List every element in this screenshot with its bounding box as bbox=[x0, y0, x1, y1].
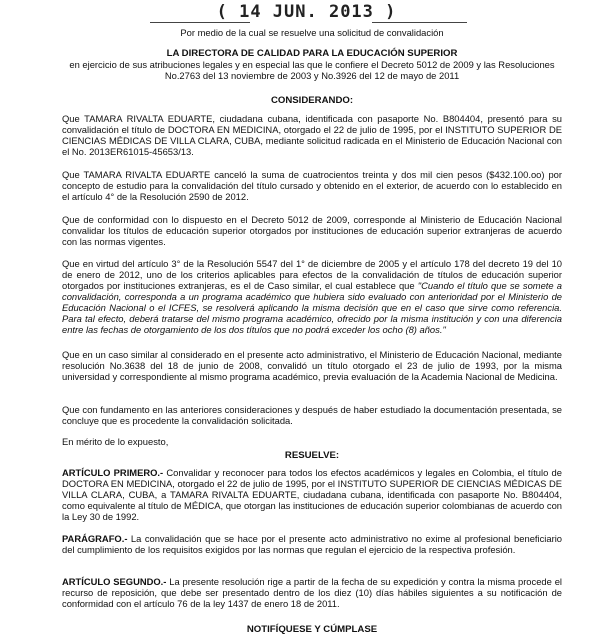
paragraph-4-quote: "Cuando el título que se somete a convalidación, corresponda a un programa académico que hubiera sido evaluado con anterioridad por el Ministerio de Educación Nacional o el ICFES, se resolverá aplicando la misma decisión que en el caso que sirve como referencia. Para tal efecto, deberá tratarse del mismo programa académico, ofrecido por la misma institución y con una diferencia entre las fechas de otorgamiento de los dos títulos que no podrá exceder los ocho (8) años." bbox=[62, 280, 562, 335]
resuelve-heading: RESUELVE: bbox=[284, 450, 340, 461]
article-first bbox=[62, 467, 562, 522]
article-second-text: La presente resolución rige a partir de la fecha de su expedición y contra la misma procede el recurso de reposición, que debe ser presentado dentro de los diez (10) días hábiles siguientes a su notificación de conformidad con el artículo 76 de la ley 1437 de enero 18 de 2011. bbox=[62, 576, 562, 609]
paragrafo bbox=[62, 533, 562, 555]
considerando-paragraph-7: En mérito de lo expuesto, bbox=[62, 436, 169, 447]
considerando-paragraph-6: Que con fundamento en las anteriores consideraciones y después de haber estudiado la documentación presentada, se concluye que es procedente la convalidación solicitada. bbox=[62, 404, 562, 426]
resolution-subject: Por medio de la cual se resuelve una solicitud de convalidación bbox=[180, 27, 444, 38]
paragrafo-label: PARÁGRAFO.- bbox=[62, 533, 128, 544]
considerando-paragraph-5: Que en un caso similar al considerado en el presente acto administrativo, el Ministerio de Educación Nacional, mediante resolución No.3638 del 18 de junio de 2008, convalidó un título otorgado el 23 de julio de 1993, por la misma universidad y correspondiente al mismo programa académico, previa evaluación de la Academia Nacional de Medicina. bbox=[62, 349, 562, 382]
considerando-paragraph-4 bbox=[62, 258, 562, 335]
considerando-paragraph-1: Que TAMARA RIVALTA EDUARTE, ciudadana cubana, identificada con pasaporte No. B804404, presentó para su convalidación el título de DOCTORA EN MEDICINA, otorgado el 22 de julio de 1995, por el INSTITUTO SUPERIOR DE CIENCIAS MÉDICAS DE VILLA CLARA, CUBA, mediante solicitud radicada en el Ministerio de Educación Nacional con el No. 2013ER61015-45653/13. bbox=[62, 113, 562, 157]
date-stamp: ( 14 JUN. 2013 ) bbox=[216, 2, 397, 22]
considerando-paragraph-2: Que TAMARA RIVALTA EDUARTE canceló la suma de cuatrocientos treinta y dos mil cien pesos ($432.100.oo) por concepto de estudio para la convalidación del título cursado y obtenido en el exterior, de acuerdo con lo establecido en el artículo 4° de la Resolución 2590 de 2012. bbox=[62, 169, 562, 202]
considerando-heading: CONSIDERANDO: bbox=[270, 95, 354, 106]
authority-title: LA DIRECTORA DE CALIDAD PARA LA EDUCACIÓN SUPERIOR bbox=[166, 48, 458, 59]
authority-basis: en ejercicio de sus atribuciones legales y en especial las que le confiere el Decreto 5012 de 2009 y las Resoluciones No.2763 del 13 noviembre de 2003 y No.3926 del 12 de mayo de 2011 bbox=[69, 59, 555, 81]
header-rule-left bbox=[150, 22, 250, 23]
article-first-text: Convalidar y reconocer para todos los efectos académicos y legales en Colombia, el título de DOCTORA EN MEDICINA, otorgado el 22 de julio de 1995, por el INSTITUTO SUPERIOR DE CIENCIAS MÉDICAS DE VILLA CLARA, CUBA, a TAMARA RIVALTA EDUARTE, ciudadana cubana, identificada con pasaporte No. B804404, como equivalente al título de MÉDICA, que otorgan las instituciones de educación superior colombianas de acuerdo con la Ley 30 de 1992. bbox=[62, 467, 562, 522]
considerando-paragraph-3: Que de conformidad con lo dispuesto en el Decreto 5012 de 2009, corresponde al Ministerio de Educación Nacional convalidar los títulos de educación superior otorgados por instituciones de educación superior extranjeras de acuerdo con las normas vigentes. bbox=[62, 214, 562, 247]
paragrafo-text: La convalidación que se hace por el presente acto administrativo no exime al profesional beneficiario del cumplimiento de los requisitos exigidos por las normas que regulan el ejercicio de la respectiva profesión. bbox=[62, 533, 562, 555]
article-second-label: ARTÍCULO SEGUNDO.- bbox=[62, 576, 167, 587]
article-second bbox=[62, 576, 562, 609]
closing-statement: NOTIFÍQUESE Y CÚMPLASE bbox=[246, 624, 378, 635]
header-rule-right bbox=[372, 22, 467, 23]
paragraph-4-text: Que en virtud del artículo 3° de la Resolución 5547 del 1° de diciembre de 2005 y el artículo 178 del decreto 19 del 10 de enero de 2012, uno de los criterios aplicables para efectos de la convalidación de títulos de educación superior otorgados por instituciones extranjeras, es el de Caso similar, el cual establece que bbox=[62, 258, 562, 291]
article-first-label: ARTÍCULO PRIMERO.- bbox=[62, 467, 164, 478]
